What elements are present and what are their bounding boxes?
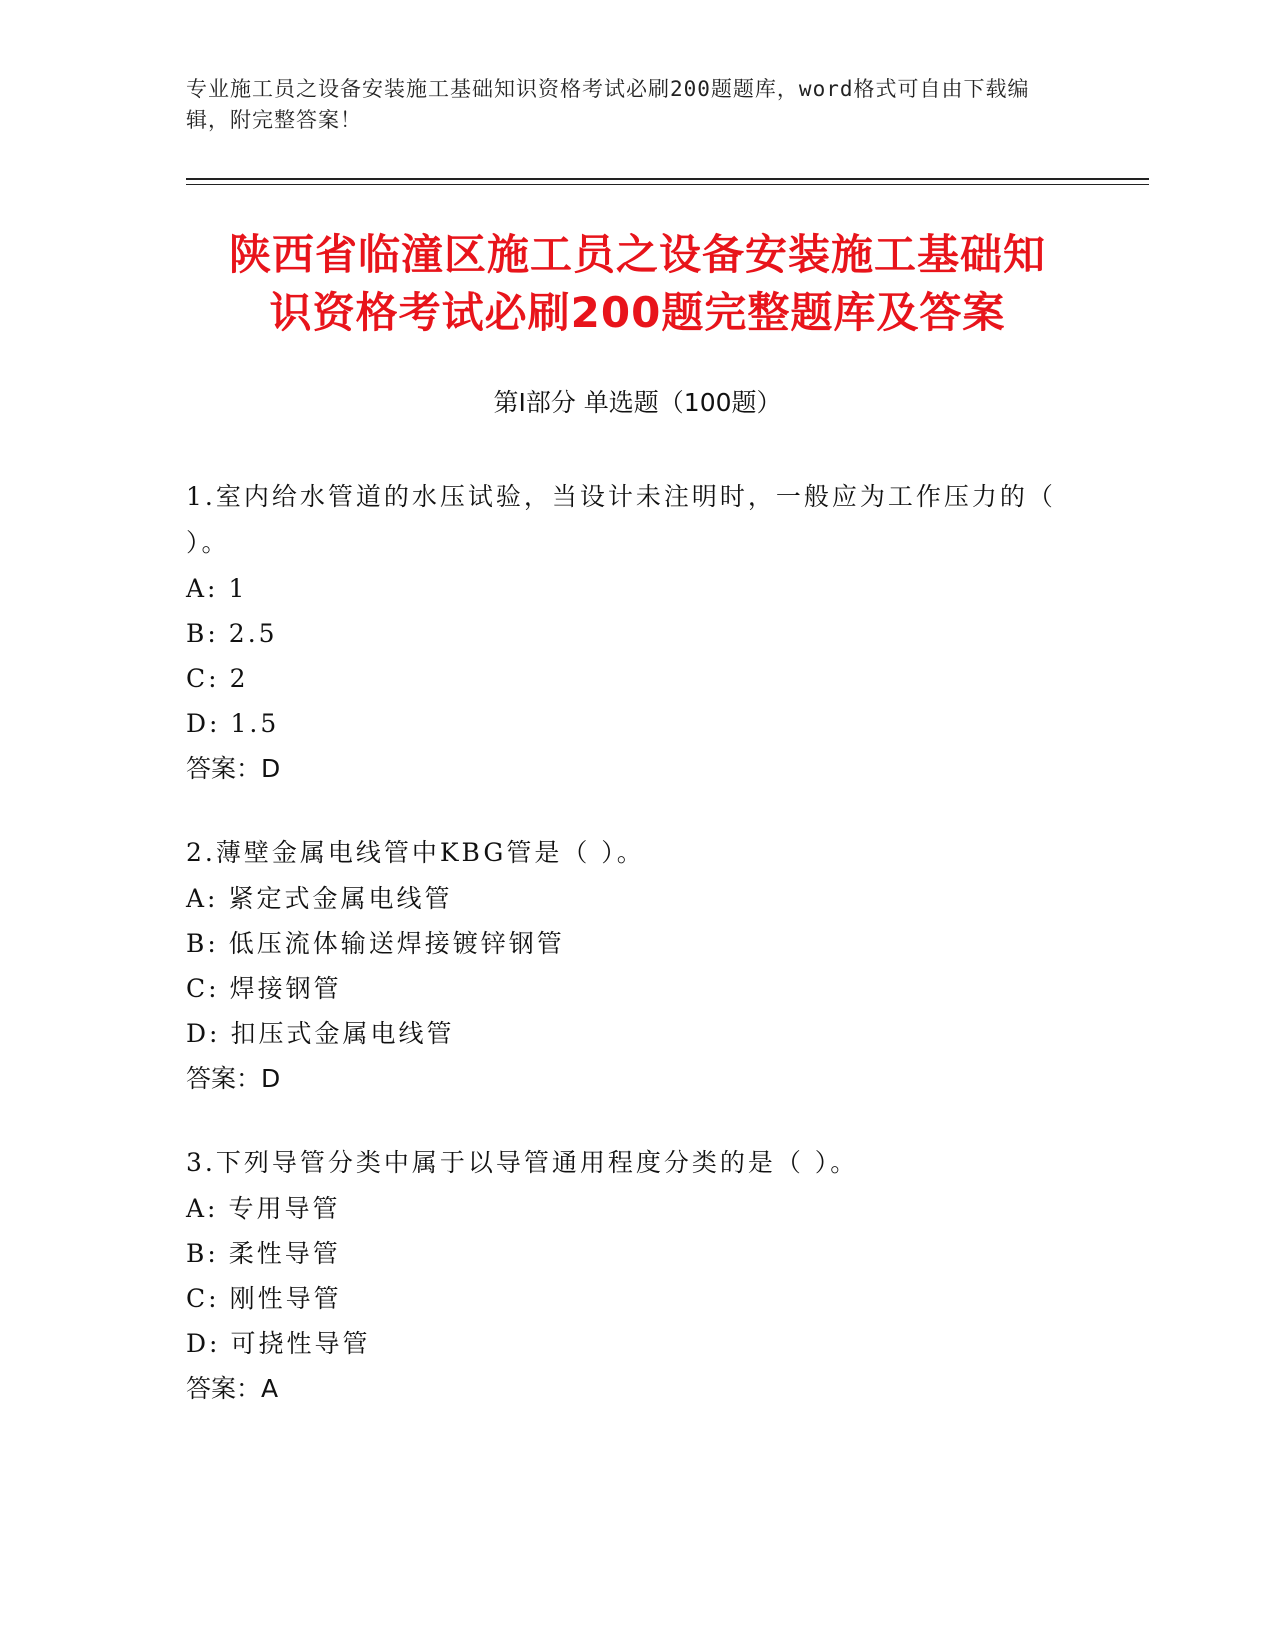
- document-title-line-2: 识资格考试必刷200题完整题库及答案: [269, 288, 1006, 337]
- answer-line: [186, 1366, 1086, 1412]
- option-letter: D:: [186, 1329, 221, 1358]
- option-letter: B:: [186, 1239, 219, 1268]
- option-c: [186, 1276, 1086, 1321]
- option-b: [186, 921, 1086, 966]
- header-note: 专业施工员之设备安装施工基础知识资格考试必刷200题题库，word格式可自由下载编辑，附完整答案！: [186, 77, 1030, 132]
- header-divider-thick: [186, 178, 1149, 180]
- option-c: [186, 966, 1086, 1011]
- option-text: 扣压式金属电线管: [230, 1019, 455, 1048]
- question-2: [186, 830, 1086, 1102]
- option-a: [186, 566, 1086, 611]
- option-d: [186, 1321, 1086, 1366]
- option-text: 紧定式金属电线管: [228, 884, 453, 913]
- answer-line: [186, 746, 1086, 792]
- question-1: [186, 474, 1086, 792]
- option-text: 2: [229, 664, 249, 693]
- answer-value: D: [261, 1064, 281, 1093]
- document-title-line-1: 陕西省临潼区施工员之设备安装施工基础知: [228, 230, 1046, 279]
- option-letter: C:: [186, 1284, 220, 1313]
- answer-line: [186, 1056, 1086, 1102]
- option-b: [186, 1231, 1086, 1276]
- option-text: 柔性导管: [228, 1239, 341, 1268]
- option-a: [186, 1186, 1086, 1231]
- question-list: [186, 474, 1086, 1450]
- option-c: [186, 656, 1086, 701]
- option-letter: D:: [186, 709, 221, 738]
- option-text: 可挠性导管: [230, 1329, 371, 1358]
- option-text: 1.5: [230, 709, 280, 738]
- answer-label: 答案：: [186, 1064, 262, 1093]
- option-letter: C:: [186, 974, 220, 1003]
- question-stem: 3.下列导管分类中属于以导管通用程度分类的是（ ）。: [186, 1148, 859, 1177]
- option-b: [186, 611, 1086, 656]
- header-divider-thin: [186, 184, 1149, 185]
- answer-label: 答案：: [186, 754, 262, 783]
- option-a: [186, 876, 1086, 921]
- option-text: 刚性导管: [229, 1284, 342, 1313]
- option-letter: C:: [186, 664, 220, 693]
- section-title: 第Ⅰ部分 单选题（100题）: [493, 388, 782, 417]
- answer-label: 答案：: [186, 1374, 262, 1403]
- option-letter: A:: [186, 884, 219, 913]
- option-letter: B:: [186, 929, 219, 958]
- option-text: 专用导管: [228, 1194, 341, 1223]
- option-letter: D:: [186, 1019, 221, 1048]
- option-letter: A:: [186, 1194, 219, 1223]
- option-letter: A:: [186, 574, 219, 603]
- question-stem: 2.薄壁金属电线管中KBG管是（ ）。: [186, 838, 645, 867]
- answer-value: D: [261, 754, 281, 783]
- document-title: [150, 226, 1125, 342]
- option-d: [186, 1011, 1086, 1056]
- question-3: [186, 1140, 1086, 1412]
- option-text: 2.5: [228, 619, 278, 648]
- option-text: 焊接钢管: [229, 974, 342, 1003]
- option-d: [186, 701, 1086, 746]
- option-text: 1: [228, 574, 248, 603]
- option-letter: B:: [186, 619, 219, 648]
- answer-value: A: [261, 1374, 279, 1403]
- question-stem: 1.室内给水管道的水压试验，当设计未注明时，一般应为工作压力的（ ）。: [186, 482, 1056, 557]
- option-text: 低压流体输送焊接镀锌钢管: [228, 929, 565, 958]
